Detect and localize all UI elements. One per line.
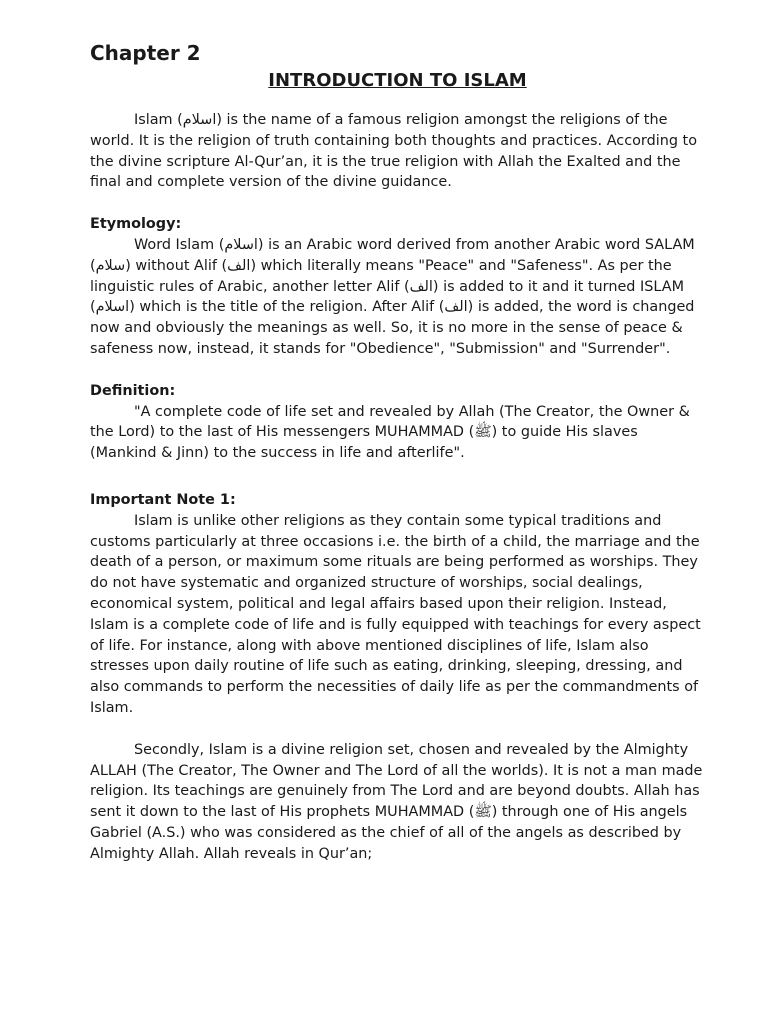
page-title: INTRODUCTION TO ISLAM [268, 70, 527, 91]
note1-heading: Important Note 1: [90, 491, 236, 508]
definition-paragraph: "A complete code of life set and revealed by Allah (The Creator, the Owner & the Lord) to the last of His messengers MUHAMMAD (ﷺ) to guide His slaves (Mankind & Jinn) to the success in life and afterlife". [90, 403, 690, 462]
note1-paragraph: Islam is unlike other religions as they contain some typical traditions and customs particularly at three occasions i.e. the birth of a child, the marriage and the death of a person, or maximum some rituals are being performed as worships. They do not have systematic and organized structure of worships, social dealings, economical system, political and legal affairs based upon their religion. Instead, Islam is a complete code of life and is fully equipped with teachings for every aspect of life. For instance, along with above mentioned disciplines of life, Islam also stresses upon daily routine of life such as eating, drinking, sleeping, dressing, and also commands to perform the necessities of daily life as per the commandments of Islam. [90, 512, 701, 716]
definition-heading: Definition: [90, 382, 176, 399]
etymology-paragraph: Word Islam (اسلام) is an Arabic word derived from another Arabic word SALAM (سلام) without Alif (الف) which literally means "Peace" and "Safeness". As per the linguistic rules of Arabic, another letter Alif (الف) is added to it and it turned ISLAM (اسلام) which is the title of the religion. After Alif (الف) is added, the word is changed now and obviously the meanings as well. So, it is no more in the sense of peace & safeness now, instead, it stands for "Obedience", "Submission" and "Surrender". [90, 236, 695, 357]
chapter-label: Chapter 2 [90, 41, 201, 65]
etymology-heading: Etymology: [90, 216, 182, 233]
note1-paragraph-2: Secondly, Islam is a divine religion set, chosen and revealed by the Almighty ALLAH (The Creator, The Owner and The Lord of all the worlds). It is not a man made religion. Its teachings are genuinely from The Lord and are beyond doubts. Allah has sent it down to the last of His prophets MUHAMMAD (ﷺ) through one of His angels Gabriel (A.S.) who was considered as the chief of all of the angels as described by Almighty Allah. Allah reveals in Qur’an; [90, 741, 703, 862]
document-page [90, 40, 705, 865]
intro-paragraph: Islam (اسلام) is the name of a famous religion amongst the religions of the world. It is the religion of truth containing both thoughts and practices. According to the divine scripture Al-Qur’an, it is the true religion with Allah the Exalted and the final and complete version of the divine guidance. [90, 112, 697, 191]
